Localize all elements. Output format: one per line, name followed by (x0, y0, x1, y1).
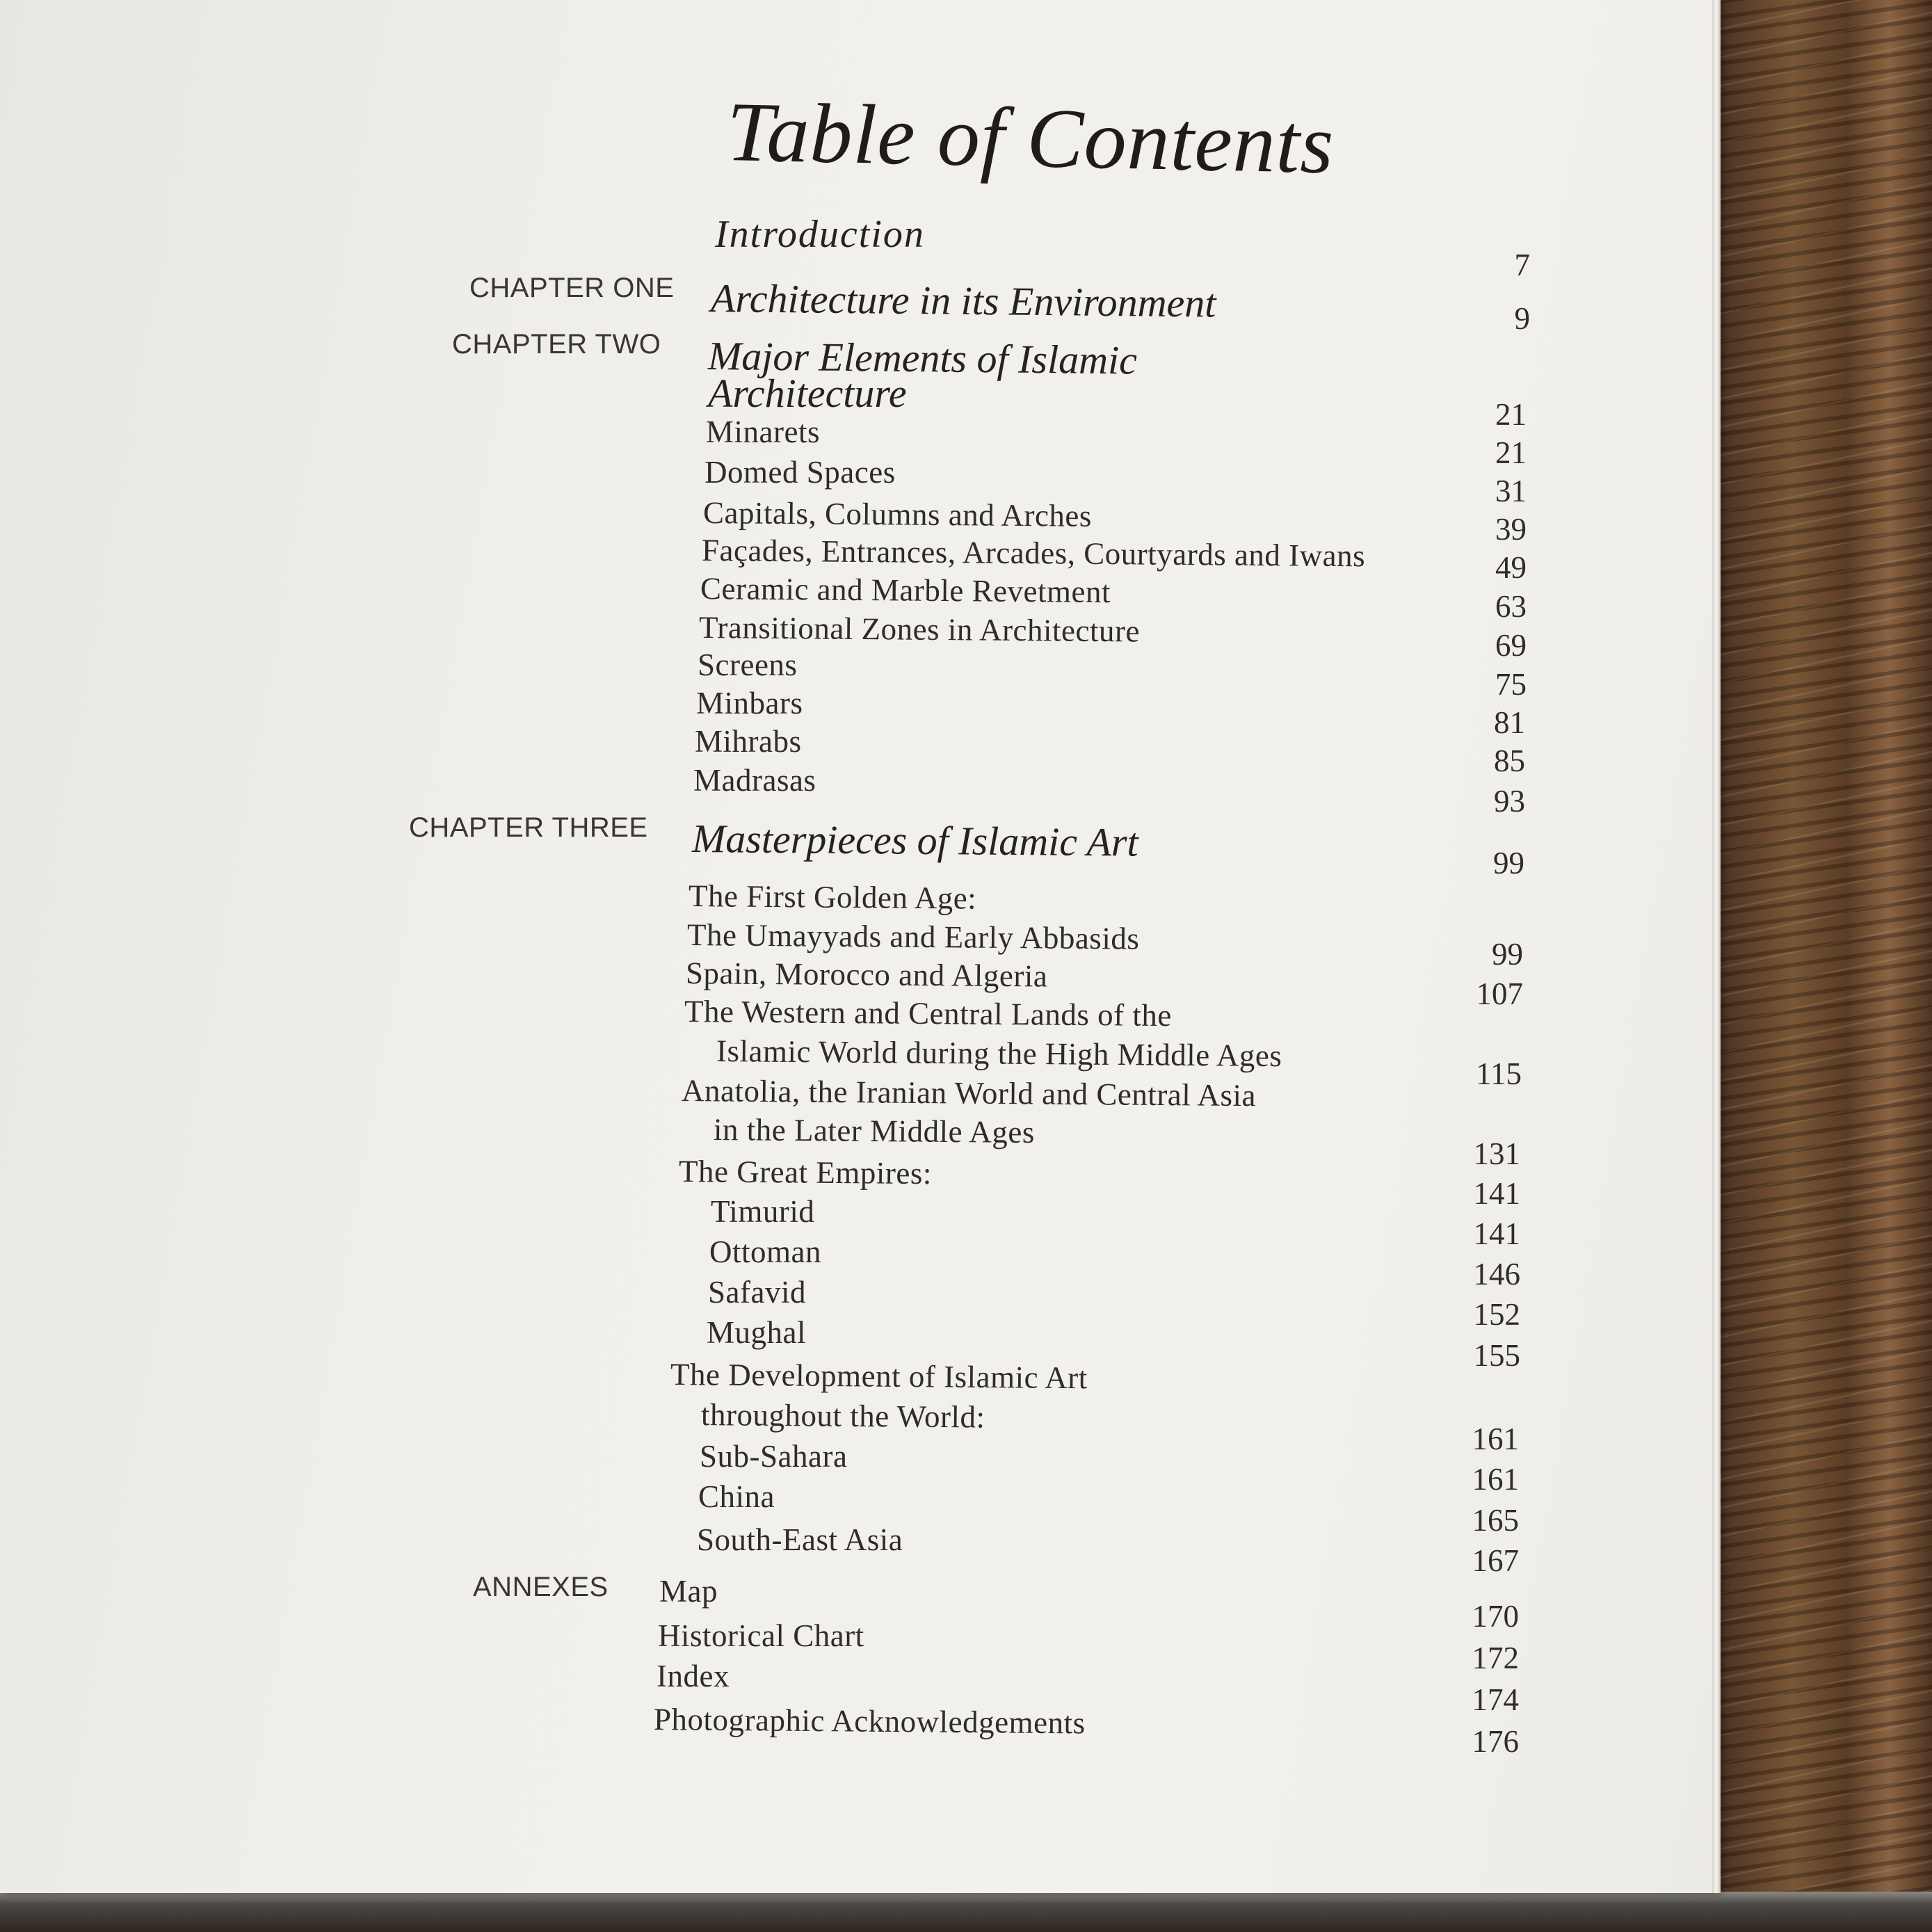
toc-entry: Historical Chart (658, 1618, 864, 1653)
wooden-table-background (1718, 0, 1932, 1932)
toc-entry: Ottoman (709, 1234, 821, 1269)
toc-entry-page: 170 (1472, 1599, 1519, 1634)
toc-entry: Mughal (707, 1315, 806, 1350)
toc-entry-page: 141 (1473, 1216, 1520, 1251)
toc-entry: South-East Asia (697, 1522, 903, 1557)
toc-entry: The Umayyads and Early Abbasids (686, 917, 1140, 956)
toc-entry: Façades, Entrances, Arcades, Courtyards and Iwans (701, 533, 1366, 574)
toc-entry: Map (659, 1574, 718, 1609)
toc-entry: Safavid (708, 1275, 806, 1310)
toc-entry: Mihrabs (695, 724, 802, 759)
toc-entry-page: 176 (1472, 1724, 1519, 1759)
toc-entry-page: 155 (1473, 1338, 1520, 1373)
toc-entry: Anatolia, the Iranian World and Central Asia (681, 1073, 1257, 1113)
toc-entry-page: 165 (1472, 1503, 1519, 1538)
toc-entry-page: 63 (1495, 589, 1527, 624)
chapter-two-page: 21 (1495, 397, 1527, 432)
toc-entry: Islamic World during the High Middle Ages (716, 1033, 1282, 1074)
toc-entry-page: 85 (1494, 743, 1525, 778)
toc-entry: Transitional Zones in Architecture (698, 610, 1141, 649)
toc-entry: The Development of Islamic Art (670, 1357, 1088, 1396)
toc-entry: throughout the World: (700, 1397, 985, 1435)
chapter-two-title-line1: Major Elements of Islamic (707, 333, 1138, 383)
toc-entry: Spain, Morocco and Algeria (685, 956, 1048, 994)
toc-entry-page: 21 (1495, 435, 1527, 470)
toc-entry-page: 31 (1495, 474, 1527, 508)
toc-entry: Index (657, 1659, 730, 1693)
book-cover-edge (0, 1892, 1932, 1932)
toc-entry: Timurid (711, 1194, 815, 1229)
toc-entry: The First Golden Age: (688, 878, 977, 916)
toc-entry: in the Later Middle Ages (713, 1112, 1036, 1150)
introduction-page: 7 (1514, 248, 1530, 282)
toc-entry-page: 167 (1472, 1543, 1519, 1578)
toc-entry-page: 174 (1472, 1682, 1519, 1717)
toc-entry-page: 152 (1473, 1297, 1520, 1332)
toc-entry: The Great Empires: (678, 1154, 933, 1191)
toc-entry: Capitals, Columns and Arches (702, 495, 1093, 533)
toc-entry-page: 99 (1492, 937, 1523, 972)
chapter-two-title-line2: Architecture (708, 371, 907, 416)
toc-entry-page: 69 (1495, 628, 1527, 663)
toc-entry-page: 141 (1473, 1176, 1520, 1211)
toc-entry-page: 131 (1473, 1136, 1520, 1171)
toc-entry-page: 75 (1495, 667, 1527, 702)
toc-entry: Photographic Acknowledgements (653, 1702, 1086, 1741)
toc-entry-page: 161 (1472, 1462, 1519, 1497)
toc-entry: Screens (698, 647, 798, 682)
toc-entry-page: 146 (1473, 1257, 1520, 1291)
toc-entry-page: 93 (1494, 784, 1525, 819)
toc-entry-page: 81 (1494, 705, 1525, 740)
toc-entry-page: 107 (1476, 976, 1523, 1011)
toc-entry-page: 49 (1495, 550, 1527, 585)
introduction-label: Introduction (715, 213, 925, 256)
toc-entry: Domed Spaces (705, 455, 896, 490)
chapter-one-page: 9 (1514, 301, 1530, 336)
toc-entry: Madrasas (693, 763, 816, 798)
annexes-tag: ANNEXES (473, 1572, 609, 1602)
toc-entry: Ceramic and Marble Revetment (700, 571, 1111, 610)
toc-entry: Minbars (696, 686, 803, 721)
toc-entry-page: 39 (1495, 512, 1527, 547)
chapter-one-title: Architecture in its Environment (710, 275, 1216, 326)
toc-entry-page: 115 (1476, 1056, 1522, 1091)
chapter-two-tag: CHAPTER TWO (452, 329, 661, 360)
toc-entry-page: 161 (1472, 1422, 1519, 1456)
toc-entry: The Western and Central Lands of the (684, 994, 1173, 1033)
chapter-one-tag: CHAPTER ONE (469, 273, 675, 303)
toc-entry-page: 172 (1472, 1641, 1519, 1675)
chapter-three-page: 99 (1493, 846, 1524, 880)
page-title: Table of Contents (725, 85, 1335, 192)
toc-entry: Sub-Sahara (700, 1439, 848, 1474)
chapter-three-title: Masterpieces of Islamic Art (691, 816, 1138, 865)
toc-entry: China (698, 1479, 775, 1514)
chapter-three-tag: CHAPTER THREE (409, 812, 648, 843)
toc-entry: Minarets (706, 414, 820, 449)
